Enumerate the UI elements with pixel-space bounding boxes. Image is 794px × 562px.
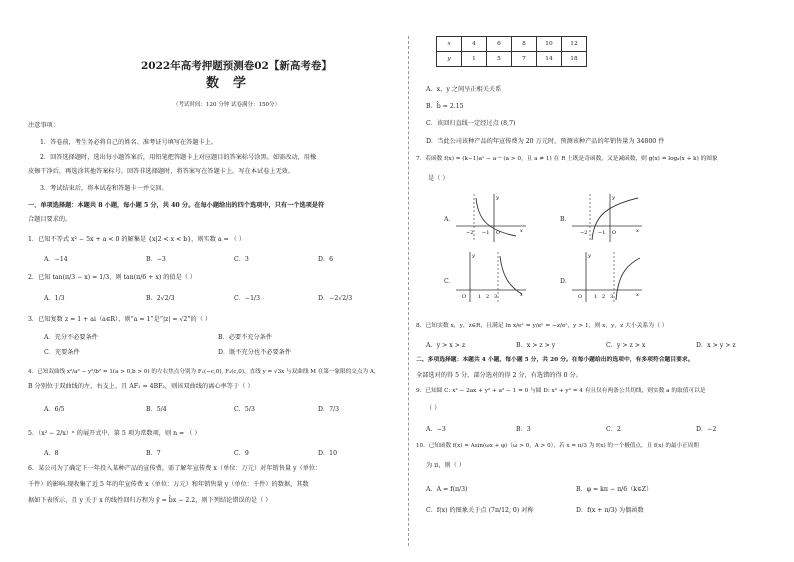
subject-title: 数学 — [206, 76, 261, 91]
q6-stem-3: 据如下表所示，且 y 关于 x 的线性回归方程为 ŷ = b̂x − 2.2，则下列结论错误的是（ ） — [28, 497, 272, 504]
note-1: 1．答卷前，考生务必将自己的姓名、准考证号填写在答题卡上。 — [40, 139, 218, 146]
q10-option-d: D．f(x + π/3) 为偶函数 — [576, 507, 644, 514]
q8-option-d: D．x > y > z — [696, 342, 736, 349]
notes-heading: 注意事项： — [28, 122, 59, 129]
table-cell: 1 — [462, 52, 487, 67]
q2-option-c: C．−1/3 — [234, 295, 261, 302]
left-column — [28, 0, 388, 562]
tick-label: −1 — [482, 230, 490, 236]
q9-option-b: B．3 — [516, 426, 531, 433]
q9-option-a: A．−3 — [426, 426, 446, 433]
q8-option-b: B．x > z > y — [516, 342, 556, 349]
q5-option-b: B．7 — [146, 450, 161, 457]
section2-line1: 二、多项选择题：本题共 4 小题，每小题 5 分，共 20 分。在每小题给出的选项中，有多项符合题目要求。 — [416, 357, 694, 363]
section2-line2: 全部选对的得 5 分，部分选对的得 2 分，有选错的得 0 分。 — [416, 372, 582, 379]
q4-option-a: A．6/5 — [44, 406, 65, 413]
exam-title: 2022年高考押题预测卷02【新高考卷】 — [141, 60, 332, 72]
q7-stem-2: 是（ ） — [428, 175, 449, 182]
tick-label: 1 — [594, 294, 598, 300]
tick-label: 3 — [494, 294, 498, 300]
q3-option-d: D．既不充分也不必要条件 — [218, 349, 292, 356]
q1-option-b: B．−3 — [146, 256, 166, 263]
table-cell: 18 — [562, 52, 587, 67]
table-cell: 12 — [562, 37, 587, 52]
section1-line2: 合题目要求的。 — [28, 216, 72, 223]
table-cell: 4 — [462, 37, 487, 52]
table-cell: 8 — [512, 37, 537, 52]
q7-option-c: C． — [444, 278, 455, 285]
tick-label: −1 — [598, 230, 606, 236]
tick-label: −2 — [580, 230, 588, 236]
tick-label: O — [462, 294, 467, 300]
table-cell: 10 — [537, 37, 562, 52]
q10-option-c: C．f(x) 的图象关于点 (7π/12, 0) 对称 — [426, 507, 534, 514]
tick-label: 2 — [486, 294, 490, 300]
q6-option-d: D．当此公司该种产品的年宣传费为 20 万元时，预测该种产品的年销售量为 34800 件 — [426, 138, 665, 145]
graph-d — [572, 250, 642, 302]
note-3: 3．考试结束后，将本试卷和答题卡一并交回。 — [40, 185, 168, 192]
q4-stem-2: B 分别位于双曲线的左、右支上，且 AF₁ = 4BF₂，则该双曲线的离心率等于（ ） — [28, 383, 254, 390]
q3-option-b: B．必要不充分条件 — [218, 334, 273, 341]
note-2a: 2．回答选择题时，选出每小题答案后，用铅笔把答题卡上对应题目的答案标号涂黑。如需改动，用橡 — [40, 154, 317, 161]
q2-option-d: D．−2√2/3 — [318, 295, 353, 302]
q5-option-d: D．10 — [318, 450, 338, 457]
section1-line1: 一、单项选择题：本题共 8 小题，每小题 5 分，共 40 分。在每小题给出的四个选项中，只有一个选项是符 — [28, 202, 325, 209]
q3-stem: 3．已知复数 z = 1 + ai（a∈R），则“a = 1”是“|z| = √2”的（ ） — [28, 316, 212, 323]
graph-a — [456, 192, 526, 242]
q4-stem-1: 4．已知双曲线 x²/a² − y²/b² = 1(a > 0,b > 0) 的左右焦点分别为 F₁(−c,0), F₂(c,0)，直线 y = √3x 与双曲线 M 在第一象限的交点为 A， — [28, 369, 380, 375]
q3-option-c: C．充要条件 — [44, 349, 80, 356]
q5-stem: 5．（x² − 2/x）ⁿ 的展开式中，第 5 项为常数项，则 n = （ ） — [28, 430, 201, 437]
axis-label: y — [496, 195, 499, 201]
table-cell: 14 — [537, 52, 562, 67]
axis-label: y — [588, 253, 591, 259]
q9-stem: 9．已知圆 C: x² − 2ax + y² + a² − 1 = 0 与圆 D: x² + y² = 4 有且仅有两条公共切线，则实数 a 的取值可以是 — [416, 388, 706, 394]
exam-meta: （考试时间：120 分钟 试卷满分：150分） — [173, 102, 280, 108]
tick-label: 1 — [478, 294, 482, 300]
column-divider — [408, 36, 409, 546]
q10-option-b: B．φ = kπ − π/6（k∈Z） — [576, 486, 653, 493]
graph-c — [456, 250, 526, 302]
axis-label: y — [612, 195, 615, 201]
q9-option-d: D．−2 — [696, 426, 717, 433]
q6-option-b: B．b̂ = 2.15 — [426, 103, 464, 110]
q9-paren: （ ） — [426, 405, 441, 412]
tick-label: 2 — [602, 294, 606, 300]
graph-b — [572, 192, 642, 242]
q6-stem-2: 千件）的影响.现收集了近 5 年的年宣传费 x（单位：万元）和年销售量 y（单位：千件）的数据，其数 — [28, 481, 309, 488]
q10-option-a: A．A = f(π/3) — [426, 486, 468, 493]
q7-option-d: D． — [560, 278, 572, 285]
q10-stem-1: 10．已知函数 f(x) = Asin(ωx + φ)（ω > 0，A > 0），若 x = π/3 为 f(x) 的一个极值点，且 f(x) 的最小正周期 — [416, 443, 699, 449]
note-2b: 皮擦干净后，再选涂其他答案标号。回答非选择题时，将答案写在答题卡上。写在本试卷上无效。 — [28, 168, 295, 175]
table-header-y: y — [437, 52, 462, 67]
q1-option-a: A．−14 — [44, 256, 68, 263]
q7-option-a: A． — [444, 216, 455, 223]
q5-option-a: A．8 — [44, 450, 59, 457]
data-table — [436, 36, 587, 67]
q4-option-b: B．5/4 — [146, 406, 167, 413]
q6-stem-1: 6．某公司为了确定下一年投入某种产品的宣传费，需了解年宣传费 x（单位：万元）对年销售量 y（单位： — [28, 465, 322, 472]
tick-label: O — [578, 294, 583, 300]
tick-label: O — [496, 230, 501, 236]
axis-label: x — [520, 228, 523, 234]
table-header-x: x — [437, 37, 462, 52]
table-cell: 6 — [487, 37, 512, 52]
q4-option-c: C．5/3 — [234, 406, 255, 413]
q2-option-b: B．2√2/3 — [146, 295, 175, 302]
tick-label: −2 — [466, 230, 474, 236]
q2-stem: 2．已知 tan(π/3 − x) = 1/3，则 tan(π/6 + x) 的值是（ ） — [28, 274, 197, 281]
q10-stem-2: 为 π，则（ ） — [426, 462, 465, 469]
q3-option-a: A．充分不必要条件 — [44, 334, 98, 341]
q9-option-c: C．2 — [606, 426, 621, 433]
table-row — [437, 37, 587, 52]
q2-option-a: A．1/3 — [44, 295, 65, 302]
axis-label: x — [636, 228, 639, 234]
q6-option-c: C．该回归直线一定经过点 (8,7) — [426, 120, 516, 127]
q1-option-d: D．6 — [318, 256, 334, 263]
q8-stem: 8．已知实数 x，y，z∈R，且满足 ln x/eˣ = y/eʸ = −z/eᶻ，y > 1，则 x，y，z 大小关系为（ ） — [416, 323, 668, 329]
q4-option-d: D．7/3 — [318, 406, 340, 413]
table-cell: 7 — [512, 52, 537, 67]
q6-option-a: A．x，y 之间呈正相关关系 — [426, 86, 502, 93]
tick-label: O — [612, 230, 617, 236]
q7-stem-1: 7．若函数 f(x) = (k−1)aˣ − a⁻ˣ (a > 0，且 a ≠ 1) 在 R 上既是奇函数，又是减函数，则 g(x) = logₐ(x + k) 的图象 — [416, 156, 718, 162]
q1-stem: 1．已知不等式 x² − 5x + a < 0 的解集是 {x|2 < x < b}，则实数 a = （ ） — [28, 236, 246, 243]
q1-option-c: C．3 — [234, 256, 249, 263]
q8-option-c: C．y > z > x — [606, 342, 646, 349]
tick-label: 3 — [610, 294, 614, 300]
table-row — [437, 52, 587, 67]
q8-option-a: A．y > x > z — [426, 342, 466, 349]
right-column — [416, 0, 776, 562]
q7-option-b: B． — [560, 216, 571, 223]
table-cell: 5 — [487, 52, 512, 67]
axis-label: x — [636, 292, 639, 298]
axis-label: y — [472, 253, 475, 259]
q5-option-c: C．9 — [234, 450, 249, 457]
axis-label: x — [520, 292, 523, 298]
